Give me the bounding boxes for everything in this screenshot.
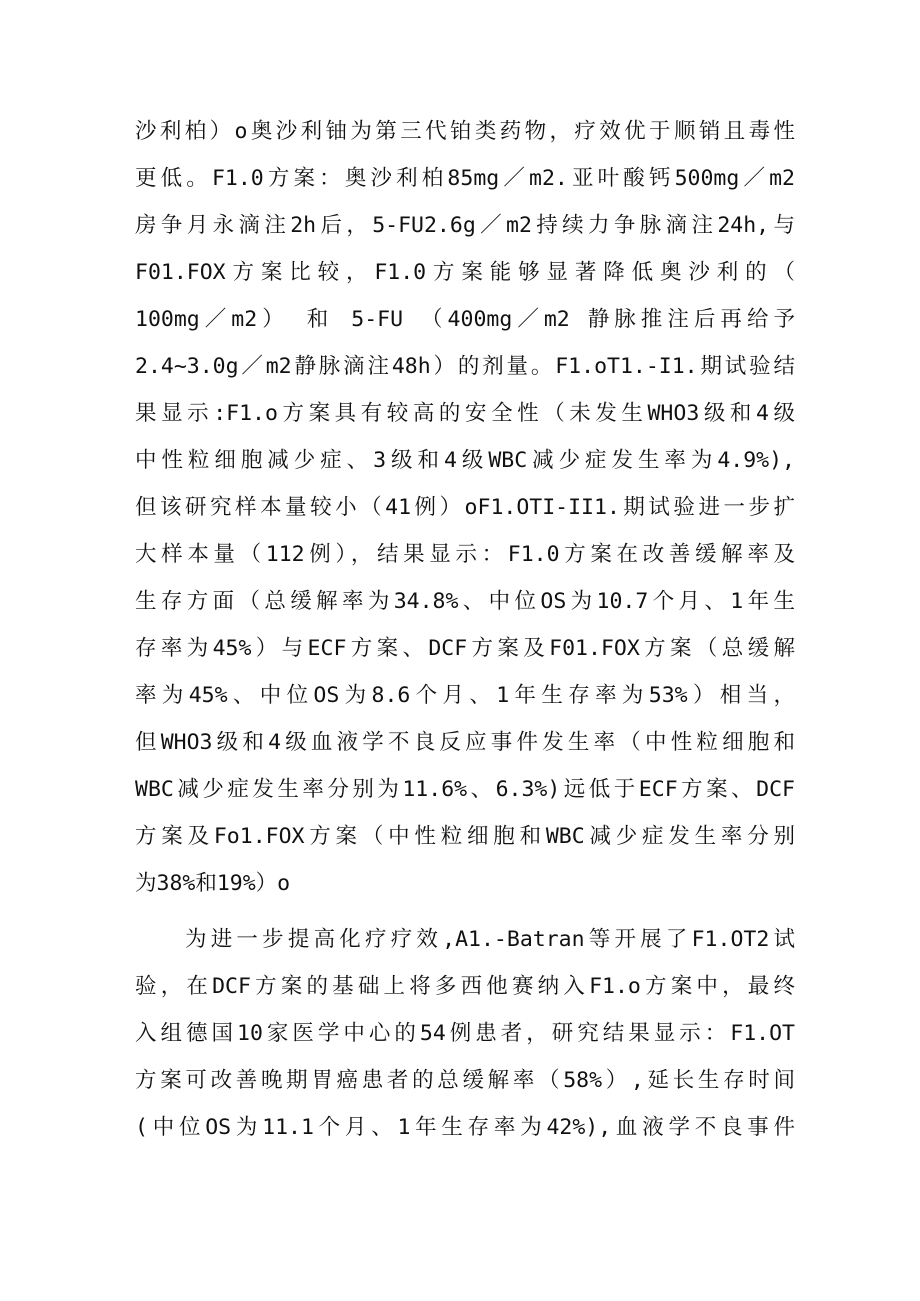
text-line: 为38%和19%）o xyxy=(135,871,291,896)
text-line: F01.FOX方案比较，F1.0方案能够显著降低奥沙利的（ xyxy=(135,260,795,285)
paragraph-2 xyxy=(135,916,795,1151)
text-line: (中位OS为11.1个月、1年生存率为42%),血液学不良事件 xyxy=(135,1115,795,1140)
text-line: 验，在DCF方案的基础上将多西他赛纳入F1.o方案中，最终 xyxy=(135,974,795,999)
text-line: 生存方面（总缓解率为34.8%、中位OS为10.7个月、1年生 xyxy=(135,589,795,614)
text-line: 方案及Fo1.FOX方案（中性粒细胞和WBC减少症发生率分别 xyxy=(135,824,795,849)
text-line: WBC减少症发生率分别为11.6%、6.3%)远低于ECF方案、DCF xyxy=(135,777,795,802)
text-line: 为进一步提高化疗疗效,A1.-Batran等开展了F1.OT2试 xyxy=(185,927,795,952)
text-line: 但该研究样本量较小（41例）oF1.OTI-II1.期试验进一步扩 xyxy=(135,495,795,520)
text-line: 2.4~3.0g／m2静脉滴注48h）的剂量。F1.oT1.-I1.期试验结 xyxy=(135,354,795,379)
text-line: 入组德国10家医学中心的54例患者，研究结果显示：F1.OT xyxy=(135,1021,795,1046)
text-line: 沙利柏）o奥沙利铀为第三代铂类药物，疗效优于顺销且毒性 xyxy=(135,119,795,144)
text-line: 100mg／m2） 和 5-FU （400mg／m2 静脉推注后再给予 xyxy=(135,307,795,332)
text-line: 方案可改善晚期胃癌患者的总缓解率（58%）,延长生存时间 xyxy=(135,1068,795,1093)
text-line: 存率为45%）与ECF方案、DCF方案及F01.FOX方案（总缓解 xyxy=(135,636,795,661)
text-line: 大样本量（112例），结果显示：F1.0方案在改善缓解率及 xyxy=(135,542,795,567)
paragraph-gap xyxy=(135,907,795,916)
text-line: 更低。F1.0方案：奥沙利柏85mg／m2.亚叶酸钙500mg／m2 xyxy=(135,166,795,191)
text-line: 但WHO3级和4级血液学不良反应事件发生率（中性粒细胞和 xyxy=(135,730,795,755)
document-body xyxy=(135,108,795,1151)
text-line: 果显示:F1.o方案具有较高的安全性（未发生WHO3级和4级 xyxy=(135,401,795,426)
text-line: 中性粒细胞减少症、3级和4级WBC减少症发生率为4.9%), xyxy=(135,448,795,473)
paragraph-1 xyxy=(135,108,795,907)
text-line: 率为45%、中位OS为8.6个月、1年生存率为53%）相当， xyxy=(135,683,795,708)
text-line: 房争月永滴注2h后，5-FU2.6g／m2持续力争脉滴注24h,与 xyxy=(135,213,795,238)
